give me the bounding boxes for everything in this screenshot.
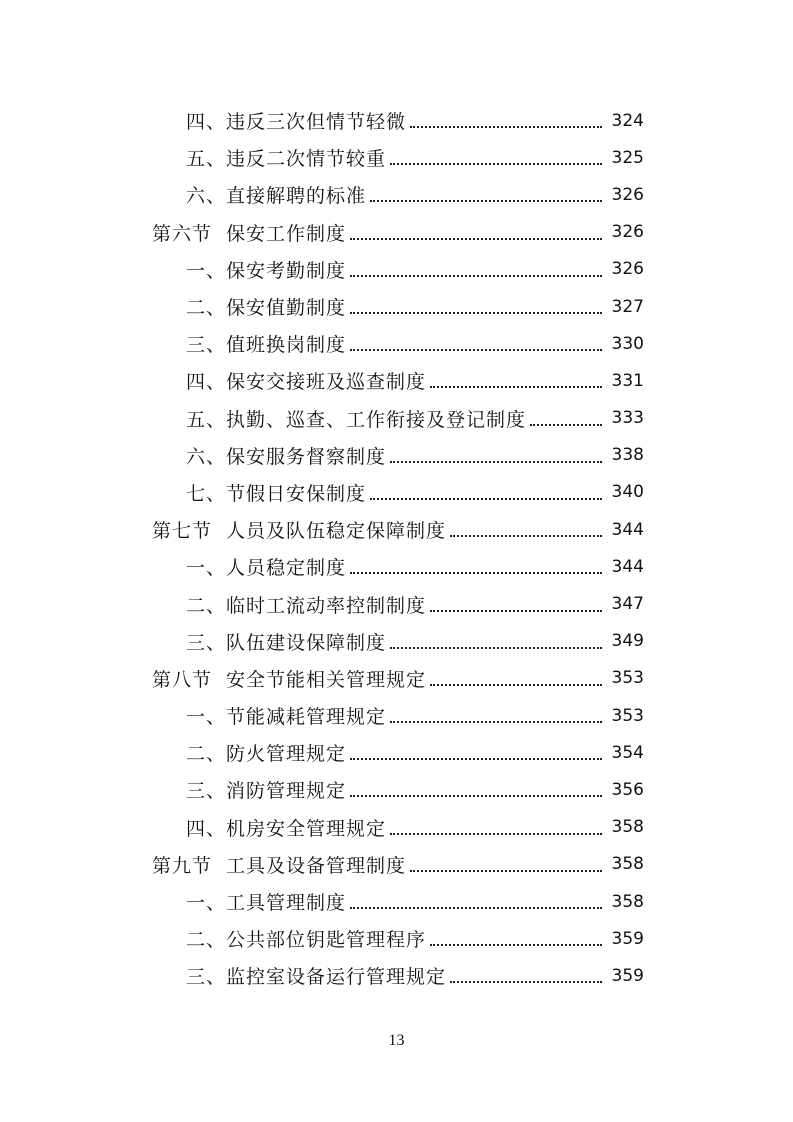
toc-entry-page: 326 bbox=[611, 259, 644, 280]
toc-entry-label: 四、违反三次但情节轻微 bbox=[186, 111, 407, 134]
toc-entry[interactable] bbox=[0, 102, 793, 139]
dot-leader bbox=[350, 757, 602, 760]
toc-entry-label: 五、执勤、巡查、工作衔接及登记制度 bbox=[186, 408, 527, 431]
toc-entry-page: 358 bbox=[611, 817, 644, 838]
toc-entry-page: 340 bbox=[611, 482, 644, 503]
dot-leader bbox=[370, 199, 602, 202]
dot-leader bbox=[430, 609, 602, 612]
toc-entry-page: 330 bbox=[611, 333, 644, 354]
toc-entry[interactable] bbox=[0, 883, 793, 920]
toc-entry-label: 二、保安值勤制度 bbox=[186, 297, 347, 320]
dot-leader bbox=[350, 906, 602, 909]
dot-leader bbox=[390, 720, 602, 723]
dot-leader bbox=[350, 311, 602, 314]
dot-leader bbox=[350, 571, 602, 574]
dot-leader bbox=[390, 460, 602, 463]
dot-leader bbox=[390, 162, 602, 165]
toc-entry-page: 358 bbox=[611, 854, 644, 875]
dot-leader bbox=[450, 980, 602, 983]
toc-entry[interactable] bbox=[0, 771, 793, 808]
toc-entry-label: 一、工具管理制度 bbox=[186, 892, 347, 915]
toc-entry[interactable] bbox=[0, 437, 793, 474]
toc-entry[interactable] bbox=[0, 548, 793, 585]
toc-entry[interactable] bbox=[0, 920, 793, 957]
toc-entry[interactable] bbox=[0, 734, 793, 771]
toc-entry-label: 一、保安考勤制度 bbox=[186, 259, 347, 282]
page-number: 13 bbox=[388, 1032, 405, 1049]
toc-entry-page: 347 bbox=[611, 594, 644, 615]
toc-entry-page: 331 bbox=[611, 370, 644, 391]
toc-entry[interactable] bbox=[0, 809, 793, 846]
toc-entry-page: 356 bbox=[611, 779, 644, 800]
dot-leader bbox=[390, 832, 602, 835]
toc-entry[interactable] bbox=[0, 697, 793, 734]
toc-entry-page: 344 bbox=[611, 519, 644, 540]
toc-entry-page: 359 bbox=[611, 928, 644, 949]
dot-leader bbox=[410, 869, 602, 872]
dot-leader bbox=[350, 794, 602, 797]
dot-leader bbox=[430, 683, 602, 686]
toc-section-title: 安全节能相关管理规定 bbox=[226, 668, 427, 691]
toc-entry-page: 354 bbox=[611, 742, 644, 763]
toc-entry-page: 358 bbox=[611, 891, 644, 912]
toc-entry-page: 338 bbox=[611, 445, 644, 466]
toc-section[interactable] bbox=[0, 214, 793, 251]
toc-entry[interactable] bbox=[0, 400, 793, 437]
toc-section[interactable] bbox=[0, 660, 793, 697]
toc-entry-label: 一、节能减耗管理规定 bbox=[186, 706, 387, 729]
toc-entry[interactable] bbox=[0, 623, 793, 660]
toc-entry[interactable] bbox=[0, 288, 793, 325]
toc-entry-label: 四、保安交接班及巡查制度 bbox=[186, 371, 427, 394]
toc-section-number: 第六节 bbox=[152, 222, 213, 245]
toc-entry-page: 359 bbox=[611, 965, 644, 986]
dot-leader bbox=[410, 125, 602, 128]
toc-entry-label: 四、机房安全管理规定 bbox=[186, 817, 387, 840]
dot-leader bbox=[450, 534, 602, 537]
table-of-contents bbox=[0, 102, 793, 995]
toc-entry-label: 一、人员稳定制度 bbox=[186, 557, 347, 580]
dot-leader bbox=[350, 348, 602, 351]
toc-entry-page: 325 bbox=[611, 147, 644, 168]
dot-leader bbox=[430, 943, 602, 946]
toc-entry-page: 324 bbox=[611, 110, 644, 131]
dot-leader bbox=[370, 497, 602, 500]
toc-entry-label: 七、节假日安保制度 bbox=[186, 482, 367, 505]
toc-entry-page: 353 bbox=[611, 668, 644, 689]
toc-entry[interactable] bbox=[0, 474, 793, 511]
toc-entry-page: 344 bbox=[611, 556, 644, 577]
toc-section-title: 工具及设备管理制度 bbox=[226, 854, 407, 877]
toc-entry-page: 326 bbox=[611, 222, 644, 243]
toc-entry[interactable] bbox=[0, 957, 793, 994]
dot-leader bbox=[430, 385, 602, 388]
toc-entry-label: 三、消防管理规定 bbox=[186, 780, 347, 803]
dot-leader bbox=[350, 274, 602, 277]
toc-entry[interactable] bbox=[0, 139, 793, 176]
toc-entry-label: 三、队伍建设保障制度 bbox=[186, 631, 387, 654]
toc-section[interactable] bbox=[0, 846, 793, 883]
toc-entry[interactable] bbox=[0, 176, 793, 213]
toc-entry-page: 353 bbox=[611, 705, 644, 726]
toc-section-number: 第七节 bbox=[152, 520, 213, 543]
toc-entry-label: 三、监控室设备运行管理规定 bbox=[186, 966, 447, 989]
toc-section[interactable] bbox=[0, 511, 793, 548]
toc-entry[interactable] bbox=[0, 585, 793, 622]
toc-entry-label: 六、保安服务督察制度 bbox=[186, 445, 387, 468]
toc-entry-label: 二、防火管理规定 bbox=[186, 743, 347, 766]
toc-section-number: 第九节 bbox=[152, 854, 213, 877]
toc-section-number: 第八节 bbox=[152, 668, 213, 691]
toc-entry-label: 二、公共部位钥匙管理程序 bbox=[186, 929, 427, 952]
dot-leader bbox=[350, 237, 602, 240]
toc-entry-page: 326 bbox=[611, 184, 644, 205]
toc-entry-label: 三、值班换岗制度 bbox=[186, 334, 347, 357]
toc-section-title: 保安工作制度 bbox=[226, 222, 347, 245]
dot-leader bbox=[530, 423, 602, 426]
toc-entry-page: 349 bbox=[611, 631, 644, 652]
dot-leader bbox=[390, 646, 602, 649]
toc-entry-label: 五、违反二次情节较重 bbox=[186, 148, 387, 171]
toc-section-title: 人员及队伍稳定保障制度 bbox=[226, 520, 447, 543]
toc-entry[interactable] bbox=[0, 325, 793, 362]
toc-entry-page: 333 bbox=[611, 408, 644, 429]
toc-entry-label: 六、直接解聘的标准 bbox=[186, 185, 367, 208]
toc-entry-label: 二、临时工流动率控制制度 bbox=[186, 594, 427, 617]
toc-entry-page: 327 bbox=[611, 296, 644, 317]
toc-entry[interactable] bbox=[0, 362, 793, 399]
toc-entry[interactable] bbox=[0, 251, 793, 288]
